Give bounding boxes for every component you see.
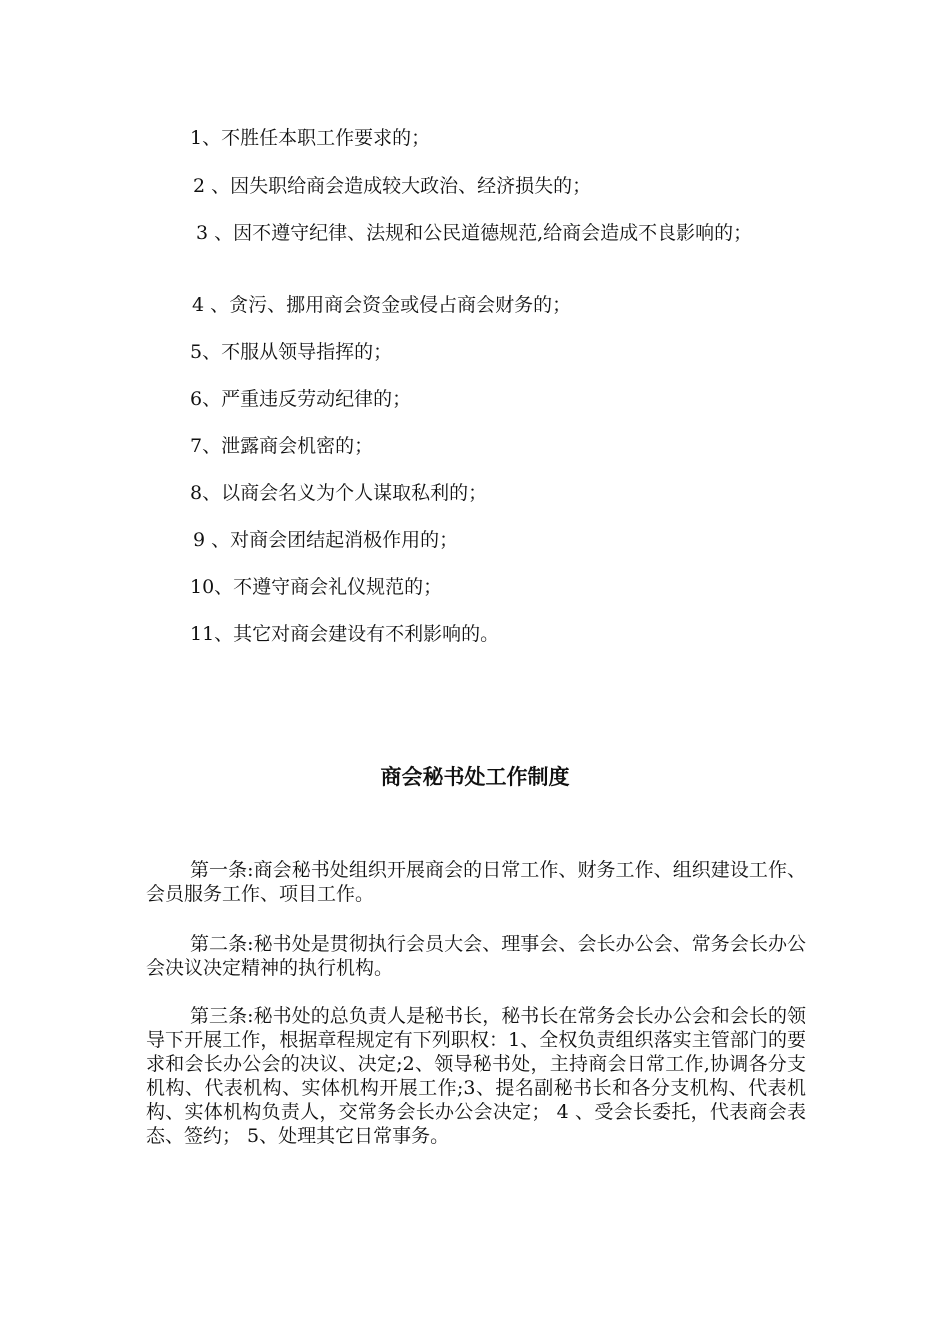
- list-item: 2 、因失职给商会造成较大政治、经济损失的；: [193, 175, 592, 197]
- list-item: 7、泄露商会机密的；: [190, 435, 374, 457]
- section-title: 商会秘书处工作制度: [380, 765, 570, 789]
- list-item: 11、其它对商会建设有不利影响的。: [190, 623, 500, 645]
- list-item: 5、不服从领导指挥的；: [190, 341, 393, 363]
- list-item: 6、严重违反劳动纪律的；: [190, 388, 412, 410]
- list-item: 4 、贪污、挪用商会资金或侵占商会财务的；: [192, 294, 572, 316]
- list-item: 8、以商会名义为个人谋取私利的；: [190, 482, 488, 504]
- list-item: 10、不遵守商会礼仪规范的；: [190, 576, 443, 598]
- list-item: 3 、因不遵守纪律、法规和公民道德规范,给商会造成不良影响的；: [196, 222, 753, 244]
- article-paragraph: 第三条:秘书处的总负责人是秘书长，秘书长在常务会长办公会和会长的领导下开展工作，根据章程规定有下列职权：1、全权负责组织落实主管部门的要求和会长办公会的决议、决定;2、领导秘书处，主持商会日常工作,协调各分支机构、代表机构、实体机构开展工作;3、提名副秘书长和各分支机构、代表机构、实体机构负责人，交常务会长办公会决定； 4 、受会长委托，代表商会表态、签约； 5、处理其它日常事务。: [146, 1005, 806, 1147]
- article-paragraph: 第一条:商会秘书处组织开展商会的日常工作、财务工作、组织建设工作、会员服务工作、项目工作。: [146, 859, 806, 905]
- list-item: 1、不胜任本职工作要求的；: [190, 127, 431, 149]
- article-paragraph: 第二条:秘书处是贯彻执行会员大会、理事会、会长办公会、常务会长办公会决议决定精神的执行机构。: [146, 933, 806, 979]
- list-item: 9 、对商会团结起消极作用的；: [193, 529, 459, 551]
